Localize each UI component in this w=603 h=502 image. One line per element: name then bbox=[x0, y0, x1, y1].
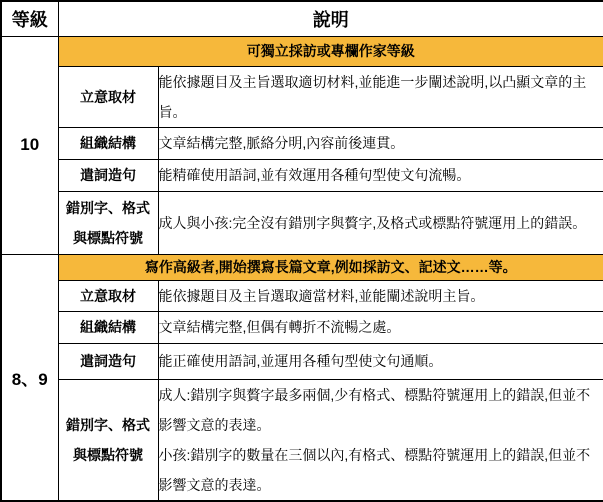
criterion-description bbox=[158, 280, 603, 311]
criterion-label bbox=[58, 191, 158, 254]
criterion-label-line: 錯別字、格式 bbox=[59, 193, 158, 223]
criterion-description bbox=[158, 191, 603, 254]
criterion-description-text: 成人:錯別字與贅字最多兩個,少有格式、標點符號運用上的錯誤,但並不影響文意的表達。 bbox=[159, 380, 603, 440]
table-row bbox=[1, 379, 603, 501]
criterion-label bbox=[58, 159, 158, 191]
section-8-9-banner: 寫作高級者,開始撰寫長篇文章,例如採訪文、記述文……等。 bbox=[58, 254, 603, 280]
table-row bbox=[1, 280, 603, 311]
criterion-label-line: 遣詞造句 bbox=[59, 160, 158, 190]
table-row bbox=[1, 127, 603, 159]
criterion-label-line: 遣詞造句 bbox=[59, 346, 158, 376]
criterion-label-line: 錯別字、格式 bbox=[59, 410, 158, 440]
table-header-row bbox=[1, 1, 603, 36]
criterion-description bbox=[158, 127, 603, 159]
criterion-label-line: 與標點符號 bbox=[59, 223, 158, 253]
criterion-label bbox=[58, 66, 158, 127]
level-cell-10: 10 bbox=[1, 36, 58, 254]
criterion-description bbox=[158, 159, 603, 191]
criterion-description bbox=[158, 66, 603, 127]
criterion-label-line: 立意取材 bbox=[59, 281, 158, 311]
criterion-description-text: 文章結構完整,但偶有轉折不流暢之處。 bbox=[159, 312, 603, 342]
criterion-label bbox=[58, 379, 158, 501]
table-row bbox=[1, 66, 603, 127]
criterion-description-text: 能依據題目及主旨選取適切材料,並能進一步闡述說明,以凸顯文章的主旨。 bbox=[159, 67, 603, 127]
criterion-description-text: 文章結構完整,脈絡分明,內容前後連貫。 bbox=[159, 128, 603, 158]
table-row bbox=[1, 191, 603, 254]
section-10-banner: 可獨立採訪或專欄作家等級 bbox=[58, 36, 603, 66]
criterion-description-text: 小孩:錯別字的數量在三個以內,有格式、標點符號運用上的錯誤,但並不影響文意的表達。 bbox=[159, 440, 603, 500]
section-10-banner-row bbox=[1, 36, 603, 66]
criterion-label bbox=[58, 311, 158, 343]
table-row bbox=[1, 343, 603, 379]
criterion-description bbox=[158, 311, 603, 343]
criterion-label-line: 與標點符號 bbox=[59, 440, 158, 470]
criterion-label bbox=[58, 280, 158, 311]
description-column-header: 說明 bbox=[58, 1, 603, 36]
criterion-label-line: 組織結構 bbox=[59, 128, 158, 158]
level-cell-8-9: 8、9 bbox=[1, 254, 58, 501]
criterion-label-line: 組織結構 bbox=[59, 312, 158, 342]
criterion-label-line: 立意取材 bbox=[59, 82, 158, 112]
section-8-9-banner-row bbox=[1, 254, 603, 280]
criterion-description-text: 能精確使用語詞,並有效運用各種句型使文句流暢。 bbox=[159, 160, 603, 190]
criterion-description bbox=[158, 379, 603, 501]
level-column-header: 等級 bbox=[1, 1, 58, 36]
criterion-description-text: 能依據題目及主旨選取適當材料,並能闡述說明主旨。 bbox=[159, 281, 603, 311]
criterion-description-text: 成人與小孩:完全沒有錯別字與贅字,及格式或標點符號運用上的錯誤。 bbox=[159, 208, 603, 238]
criterion-description-text: 能正確使用語詞,並運用各種句型使文句通順。 bbox=[159, 346, 603, 376]
criterion-label bbox=[58, 127, 158, 159]
criterion-label bbox=[58, 343, 158, 379]
table-row bbox=[1, 159, 603, 191]
criterion-description bbox=[158, 343, 603, 379]
table-row bbox=[1, 311, 603, 343]
